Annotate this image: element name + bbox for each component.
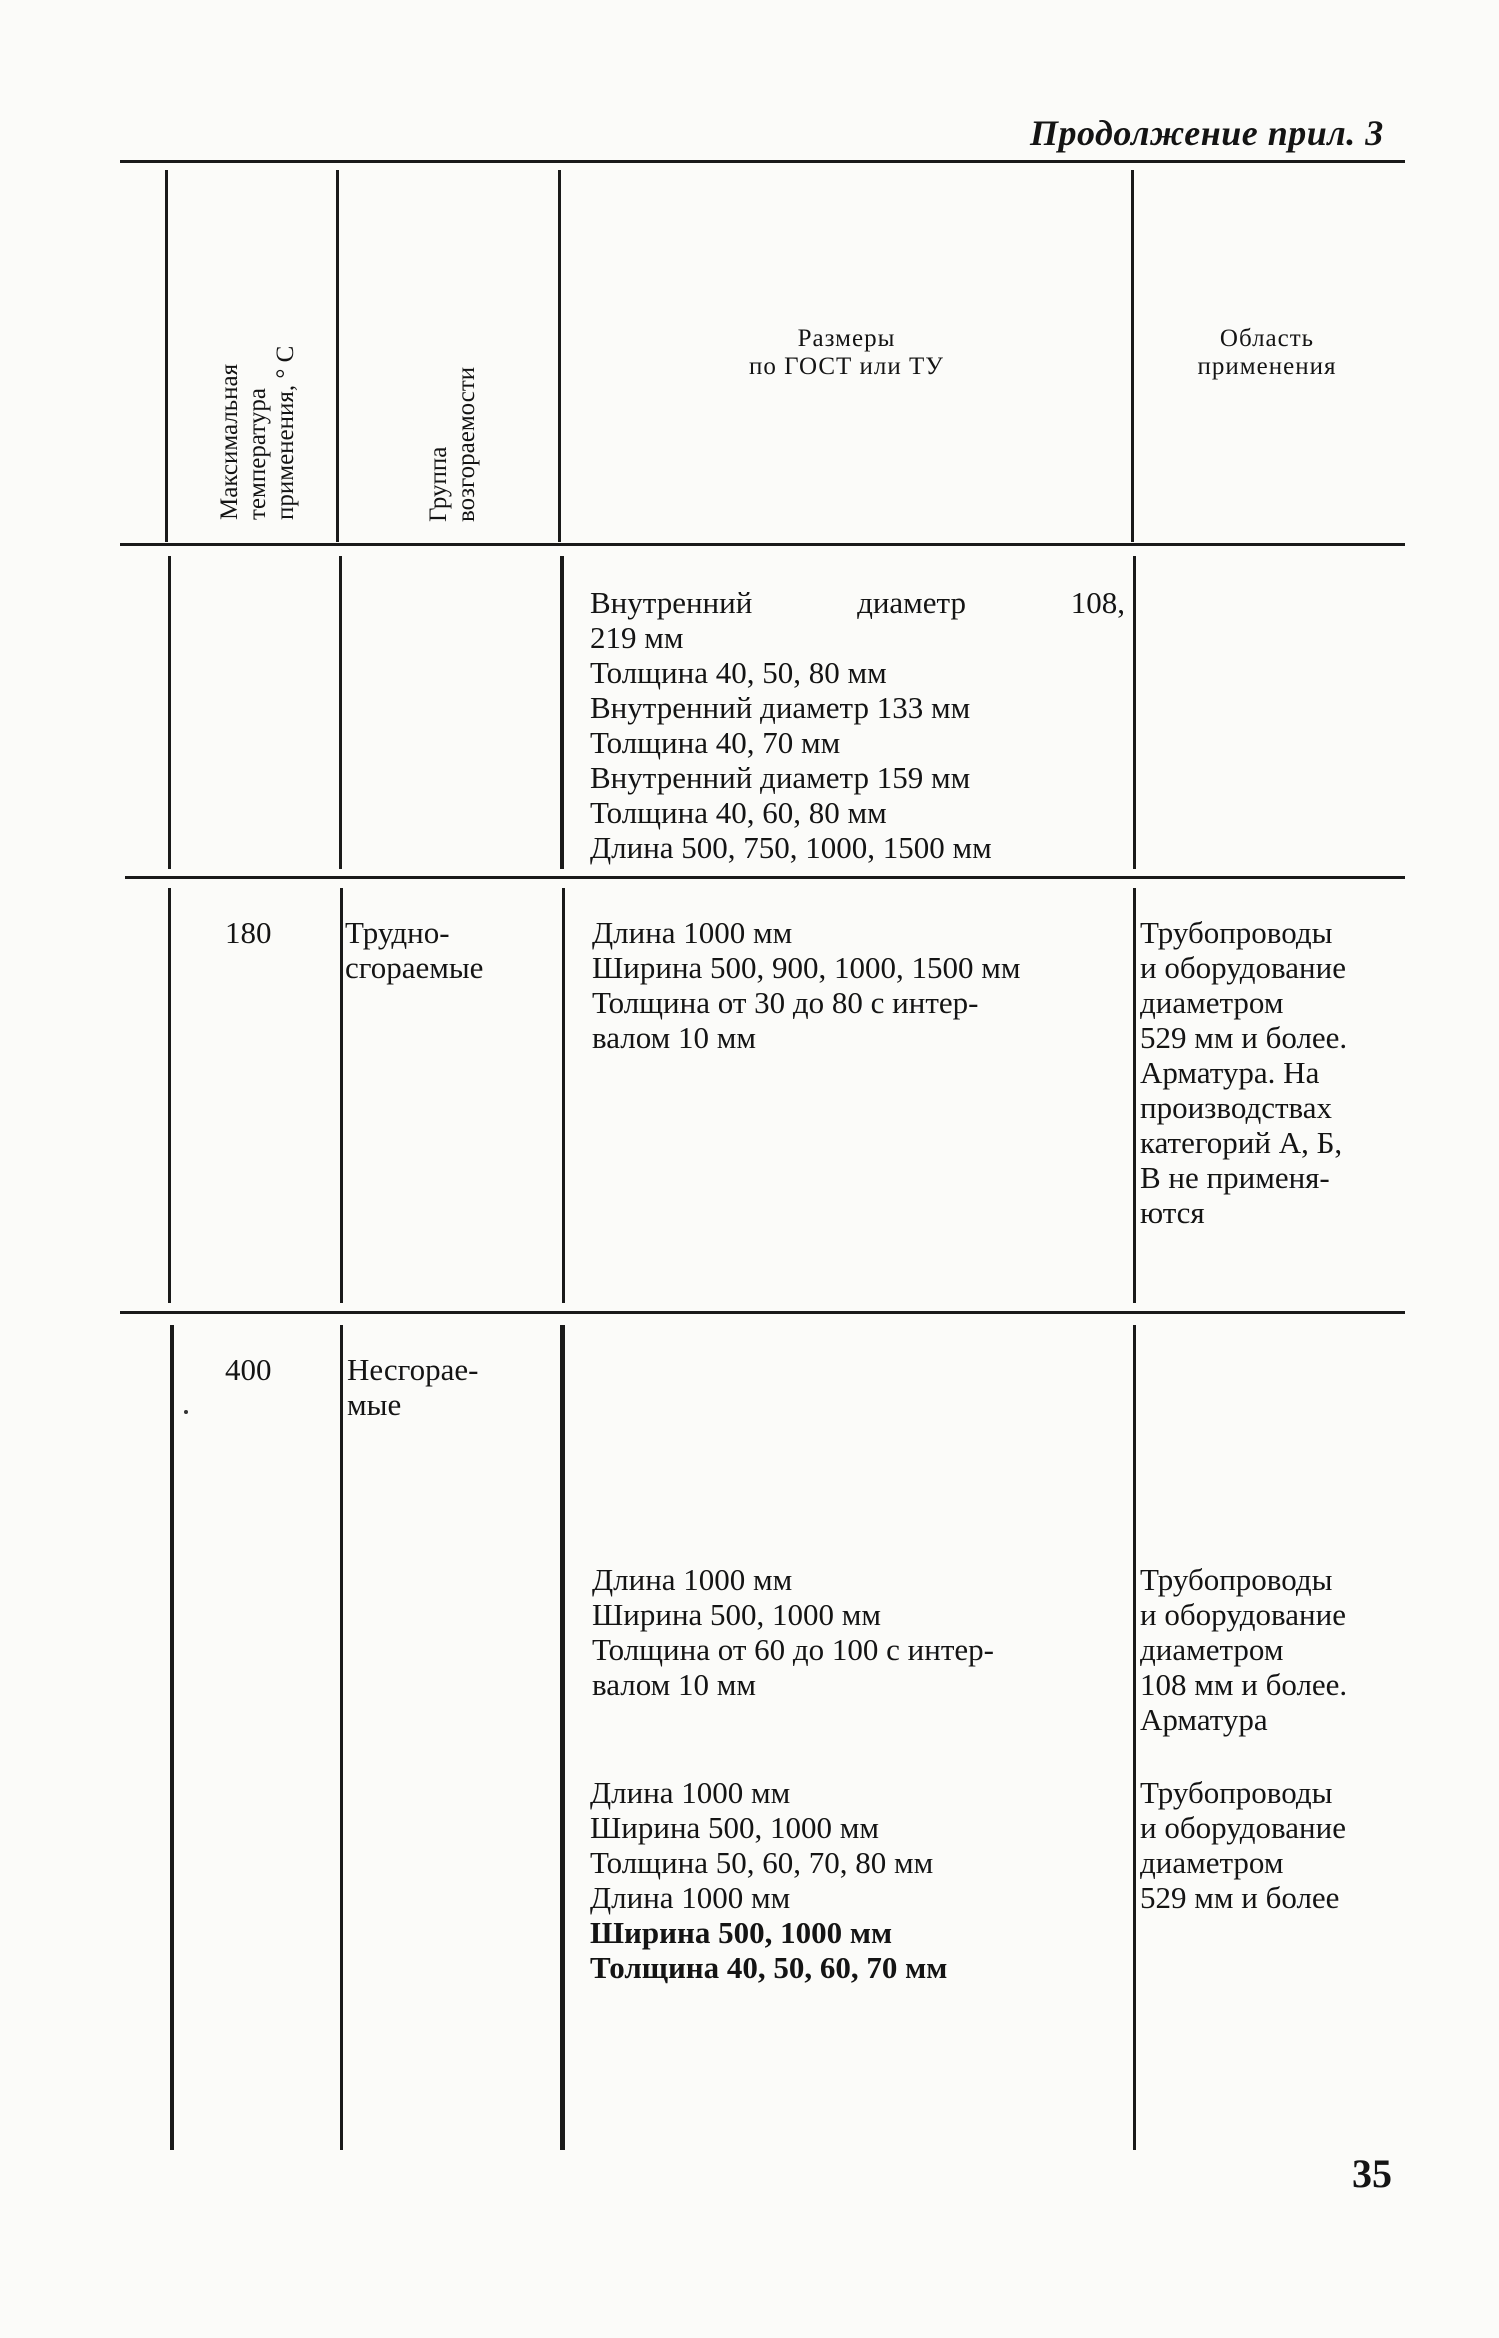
col-border-left-row1 [168,556,171,869]
col-border-2-header [558,170,561,542]
row1-sizes-line: Толщина 40, 70 мм [590,725,841,760]
header-flammability-group: Группа возгораемости [425,366,480,522]
row1-sizes [590,585,1125,865]
col-border-3-row1 [1133,556,1136,869]
col-border-1-row1 [339,556,342,869]
row2-flammability-group: Трудно- сгораемые [345,915,484,985]
row1-sizes-line: Толщина 40, 50, 80 мм [590,655,887,690]
row1-bottom-rule [125,876,1405,879]
row1-sizes-line: Внутренний диаметр 133 мм [590,690,971,725]
col-border-1-header [336,170,339,542]
row1-sizes-line: Внутренний диаметр 159 мм [590,760,971,795]
row1-sizes-line: Длина 500, 750, 1000, 1500 мм [590,830,992,865]
header-application: Область применения [1197,325,1337,380]
col-border-1-row2 [340,888,343,1303]
row3-block2-sizes: Длина 1000 мм Ширина 500, 1000 мм Толщина 50, 60, 70, 80 мм Длина 1000 мм Ширина 500, 1000 мм Толщина 40, 50, 60, 70 мм [590,1775,948,1985]
header-sizes: Размеры по ГОСТ или ТУ [749,325,944,380]
row2-temperature: 180 [225,915,272,950]
row3-block1-application: Трубопроводы и оборудование диаметром 108 мм и более. Арматура [1140,1562,1348,1737]
table-top-rule [120,160,1405,163]
header-bottom-rule [120,543,1405,546]
row3-block1-sizes: Длина 1000 мм Ширина 500, 1000 мм Толщина от 60 до 100 с интер- валом 10 мм [592,1562,994,1702]
row3-block2-application: Трубопроводы и оборудование диаметром 529 мм и более [1140,1775,1346,1915]
row2-bottom-rule [120,1311,1405,1314]
col-border-3-row2 [1133,888,1136,1303]
scan-speck [184,1410,188,1414]
row3-flammability-group: Несгорае- мые [347,1352,479,1422]
col-border-2-row1 [560,556,564,869]
header-max-temperature: Максимальная температура применения, ° С [216,345,299,520]
col-border-left-row3 [170,1325,174,2150]
col-border-1-row3 [340,1325,343,2150]
col-border-2-row3 [560,1325,565,2150]
row2-application: Трубопроводы и оборудование диаметром 529 мм и более. Арматура. На производствах категорий А, Б, В не применя- ются [1140,915,1348,1230]
row1-sizes-line1: Внутренний диаметр 108, [590,585,1125,620]
row3-temperature: 400 [225,1352,272,1387]
col-border-2-row2 [562,888,565,1303]
row1-sizes-line: 219 мм [590,620,684,655]
col-border-3-row3 [1133,1325,1136,2150]
col-border-left-row2 [168,888,171,1303]
row1-sizes-line: Толщина 40, 60, 80 мм [590,795,887,830]
col-border-left-header [165,170,168,542]
continuation-caption: Продолжение прил. 3 [1030,113,1384,153]
row2-sizes: Длина 1000 мм Ширина 500, 900, 1000, 1500 мм Толщина от 30 до 80 с интер- валом 10 мм [592,915,1021,1055]
page-number: 35 [1352,2151,1392,2196]
